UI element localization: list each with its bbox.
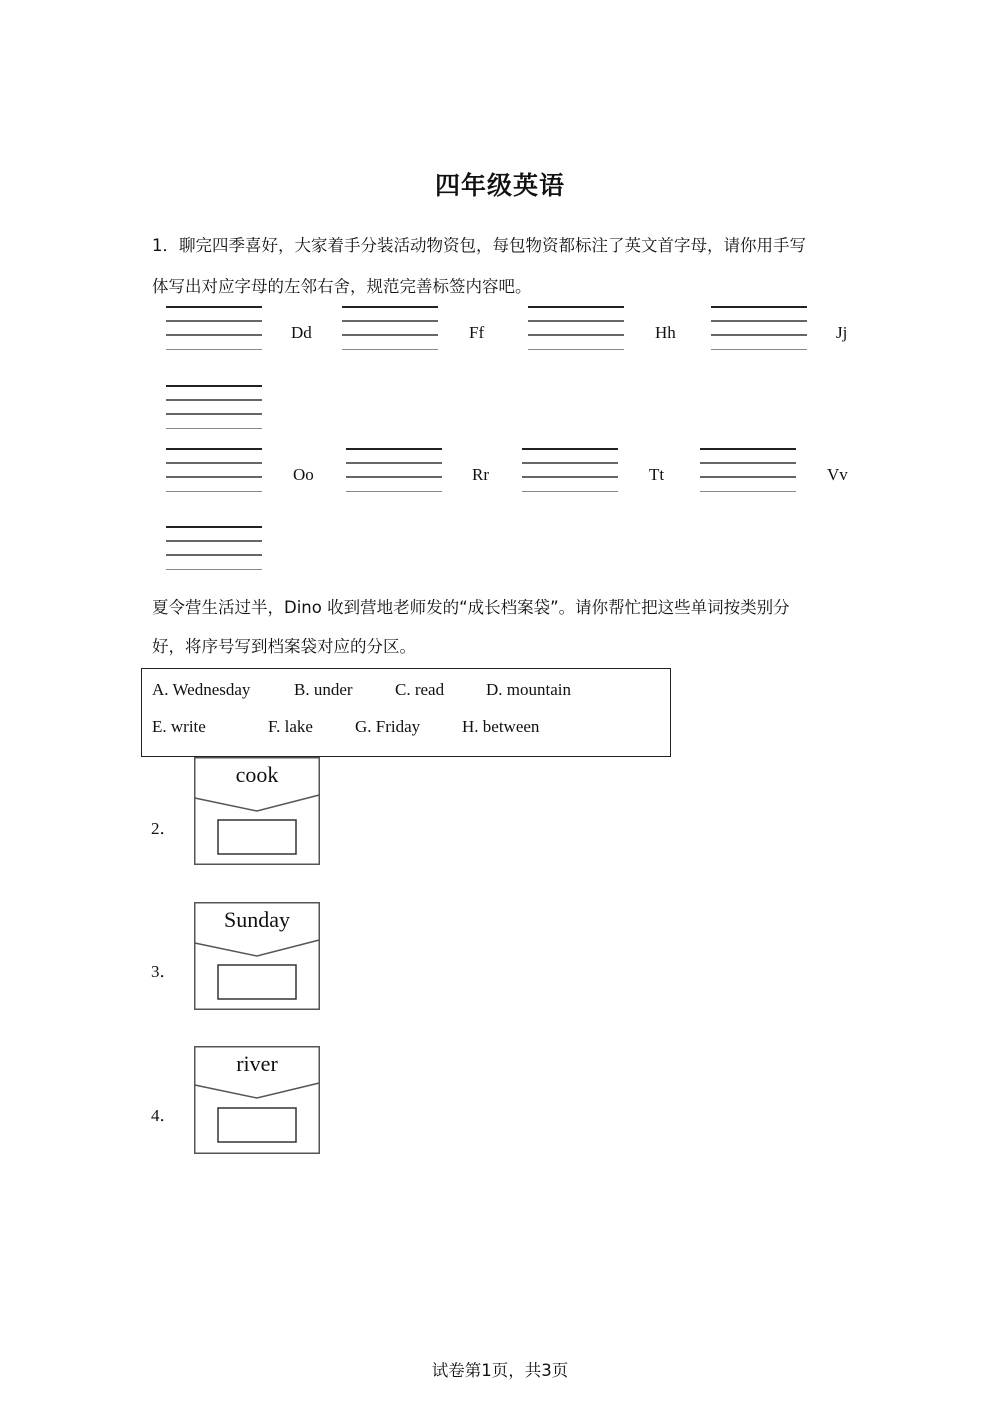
archive-envelope [194, 1046, 320, 1154]
word-option: C. read [395, 680, 445, 699]
envelope-word: river [236, 1051, 278, 1076]
writing-grid[interactable] [166, 306, 262, 350]
word-option: G. Friday [355, 717, 421, 736]
word-option: D. mountain [486, 680, 571, 699]
page-title: 四年级英语 [434, 171, 565, 200]
letter-label: Oo [293, 465, 314, 484]
page-footer: 试卷第1页，共3页 [431, 1361, 569, 1380]
archive-envelope [194, 902, 320, 1010]
writing-grid[interactable] [346, 448, 442, 492]
writing-grid[interactable] [166, 448, 262, 492]
question-number: 3． [151, 962, 177, 981]
writing-grid[interactable] [342, 306, 438, 350]
word-option: B. under [294, 680, 353, 699]
archive-envelope [194, 757, 320, 865]
answer-box [218, 820, 296, 854]
envelope-word: Sunday [224, 907, 290, 932]
question-number: 2． [151, 819, 177, 838]
letter-label: Rr [472, 465, 489, 484]
question-1-text-line-1: 1．聊完四季喜好，大家着手分装活动物资包，每包物资都标注了英文首字母，请你用手写 [152, 236, 806, 255]
letter-label: Vv [827, 465, 848, 484]
word-option: F. lake [268, 717, 313, 736]
writing-grid[interactable] [166, 385, 262, 429]
envelope-word: cook [235, 762, 279, 787]
word-option: A. Wednesday [152, 680, 251, 699]
writing-grid[interactable] [166, 526, 262, 570]
question-number: 4． [151, 1106, 177, 1125]
letter-label: Hh [655, 323, 676, 342]
letter-label: Jj [836, 323, 848, 342]
letter-label: Dd [291, 323, 312, 342]
letter-label: Ff [469, 323, 485, 342]
question-2-intro-line-2: 好，将序号写到档案袋对应的分区。 [152, 637, 416, 656]
writing-grid[interactable] [528, 306, 624, 350]
answer-box [218, 965, 296, 999]
writing-grid[interactable] [522, 448, 618, 492]
writing-grid[interactable] [700, 448, 796, 492]
question-2-intro-line-1: 夏令营生活过半，Dino 收到营地老师发的“成长档案袋”。请你帮忙把这些单词按类别分 [152, 598, 790, 617]
question-1-text-line-2: 体写出对应字母的左邻右舍，规范完善标签内容吧。 [152, 277, 532, 296]
letter-label: Tt [649, 465, 665, 484]
writing-grid[interactable] [711, 306, 807, 350]
answer-box [218, 1108, 296, 1142]
word-option: E. write [152, 717, 206, 736]
word-option: H. between [462, 717, 540, 736]
